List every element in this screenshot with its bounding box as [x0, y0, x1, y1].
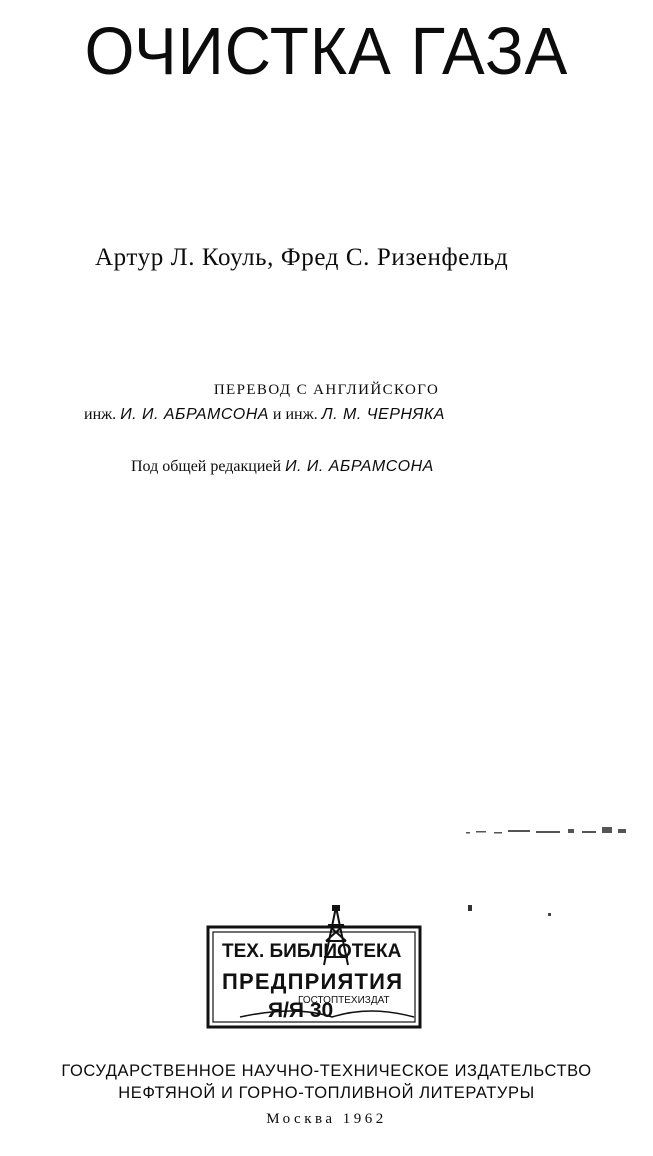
book-title: ОЧИСТКА ГАЗА	[84, 13, 569, 89]
stamp-line-3: Я/Я 30	[268, 999, 334, 1022]
scan-speck	[468, 905, 472, 911]
stamp-line-1: ТЕХ. БИБЛИОТЕКА	[222, 941, 402, 962]
translator-prefix: инж.	[84, 406, 117, 423]
editor-name: И. И. АБРАМСОНА	[285, 458, 434, 475]
publisher-line-1: ГОСУДАРСТВЕННОЕ НАУЧНО-ТЕХНИЧЕСКОЕ ИЗДАТЕЛЬСТВО	[61, 1062, 592, 1080]
translation-heading: ПЕРЕВОД С АНГЛИЙСКОГО	[213, 382, 440, 398]
stamp-line-2: ПРЕДПРИЯТИЯ	[222, 969, 402, 994]
publisher-line-2: НЕФТЯНОЙ И ГОРНО-ТОПЛИВНОЙ ЛИТЕРАТУРЫ	[118, 1084, 535, 1102]
editor-line	[131, 458, 434, 476]
city-year: Москва 1962	[266, 1111, 387, 1127]
scan-specks	[464, 826, 634, 838]
editor-label: Под общей редакцией	[131, 458, 282, 475]
translators-line	[84, 406, 445, 424]
stamp-line-4: ГОСТОПТЕХИЗДАТ	[298, 995, 390, 1006]
authors-line: Артур Л. Коуль, Фред С. Ризенфельд	[95, 244, 509, 271]
translator-1: И. И. АБРАМСОНА	[120, 406, 269, 423]
translator-connector: и инж.	[272, 406, 318, 423]
scan-speck	[548, 913, 551, 916]
translator-2: Л. М. ЧЕРНЯКА	[321, 406, 445, 423]
library-stamp	[200, 905, 428, 1033]
